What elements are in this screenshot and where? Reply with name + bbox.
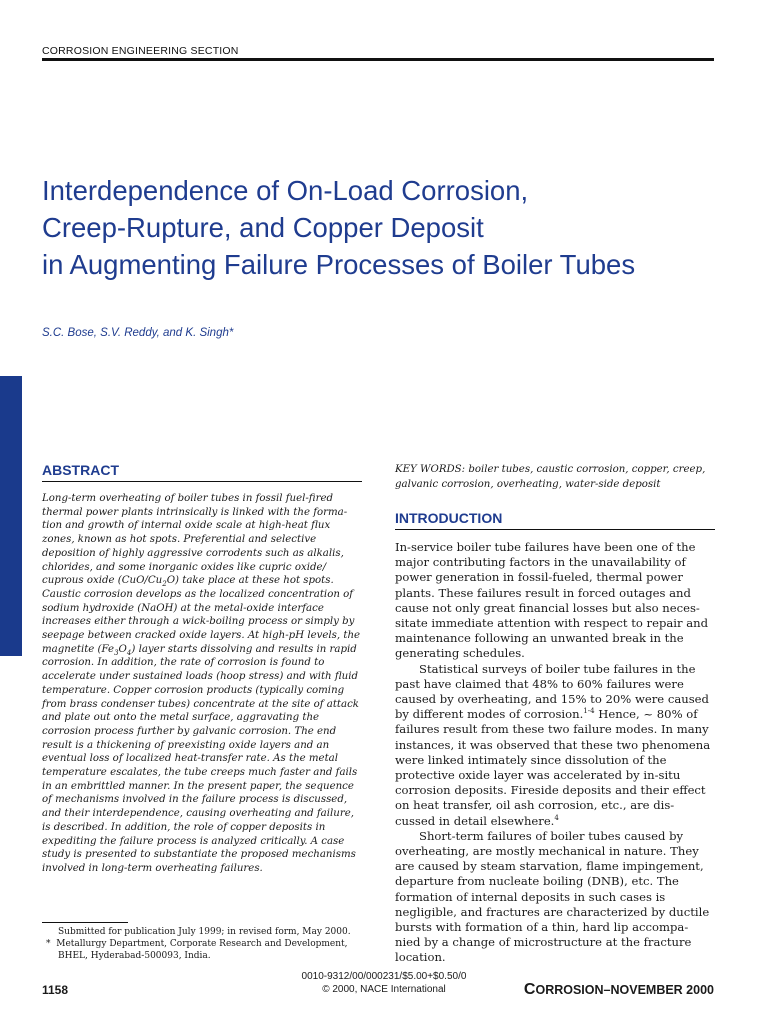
abstract-line: from brass condenser tubes) concentrate at the site of attack: [42, 698, 359, 710]
footer-copyright: © 2000, NACE International: [322, 984, 446, 995]
abstract-line: study is presented to substantiate the proposed mechanisms: [42, 849, 356, 861]
intro-line: were linked intimately since dissolution of the: [395, 752, 667, 767]
intro-line: overheating, are mostly mechanical in nature. They: [395, 844, 699, 859]
introduction-body: [395, 540, 715, 966]
intro-line: maintenance following an unwanted break in the: [395, 631, 684, 646]
intro-line: generating schedules.: [395, 646, 525, 661]
intro-line: by different modes of corrosion.$^{1-4}$ Hence, ~ 80% of: [395, 707, 698, 722]
intro-line: on heat transfer, oil ash corrosion, etc., are dis-: [395, 798, 675, 813]
abstract-line: thermal power plants intrinsically is linked with the forma-: [42, 506, 348, 518]
intro-line: corrosion deposits. Fireside deposits and their effect: [395, 783, 706, 798]
intro-line: past have claimed that 48% to 60% failures were: [395, 676, 684, 691]
page-number: 1158: [42, 983, 69, 997]
journal-rest: ORROSION–NOVEMBER 2000: [535, 983, 714, 997]
introduction-heading: INTRODUCTION: [395, 510, 715, 530]
abstract-line: involved in long-term overheating failures.: [42, 862, 263, 874]
section-label: CORROSION ENGINEERING SECTION: [42, 45, 239, 57]
abstract-line: seepage between cracked oxide layers. At high-pH levels, the: [42, 630, 361, 642]
footnote-rule: [42, 922, 128, 923]
journal-footer: [524, 981, 714, 999]
footer-center: [250, 970, 518, 996]
abstract-line: eventual loss of localized heat-transfer rate. As the metal: [42, 753, 339, 765]
abstract-line: expediting the failure process is analyzed critically. A case: [42, 835, 345, 847]
intro-line: caused by overheating, and 15% to 20% were caused: [395, 692, 709, 707]
left-column: [42, 462, 362, 876]
footnote-affiliation: * Metallurgy Department, Corporate Research and Development,: [46, 939, 348, 949]
abstract-line: increases either through a wick-boiling process or simply by: [42, 616, 355, 628]
intro-line: failures result from these two failure modes. In many: [395, 722, 709, 737]
abstract-line: of mechanisms involved in the failure process is discussed,: [42, 794, 348, 806]
top-rule: [42, 58, 714, 61]
intro-line: Short-term failures of boiler tubes caused by: [419, 828, 684, 843]
authors: S.C. Bose, S.V. Reddy, and K. Singh*: [42, 327, 234, 339]
abstract-line: corrosion. In addition, the rate of corrosion is found to: [42, 657, 325, 669]
intro-line: negligible, and fractures are characterized by ductile: [395, 904, 710, 919]
keywords-line: galvanic corrosion, overheating, water-side deposit: [395, 479, 661, 490]
abstract-line: and plate out onto the metal surface, aggravating the: [42, 712, 320, 724]
keywords: [395, 462, 715, 492]
intro-line: sitate immediate attention with respect to repair and: [395, 616, 709, 631]
abstract-line: result is a thickening of preexisting oxide layers and an: [42, 739, 330, 751]
abstract-line: Long-term overheating of boiler tubes in fossil fuel-fired: [42, 493, 334, 504]
intro-line: cussed in detail elsewhere.$^4$: [395, 813, 559, 828]
intro-line: formation of internal deposits in such cases is: [395, 889, 666, 904]
abstract-line: sodium hydroxide (NaOH) at the metal-oxide interface: [42, 602, 324, 614]
intro-line: major contributing factors in the unavailability of: [395, 555, 686, 570]
footer-code: 0010-9312/00/000231/$5.00+$0.50/0: [301, 971, 467, 982]
intro-line: cause not only great financial losses but also neces-: [395, 600, 700, 615]
abstract-line: tion and growth of internal oxide scale at high-heat flux: [42, 520, 331, 532]
keywords-line: KEY WORDS: boiler tubes, caustic corrosion, copper, creep,: [395, 464, 706, 475]
intro-line: In-service boiler tube failures have been one of the: [395, 540, 696, 554]
abstract-line: temperature. Copper corrosion products (typically coming: [42, 684, 345, 696]
intro-line: location.: [395, 950, 446, 965]
abstract-body: [42, 492, 362, 876]
abstract-line: in an embrittled manner. In the present paper, the sequence: [42, 780, 354, 792]
footnote-affiliation-line: BHEL, Hyderabad-500093, India.: [58, 951, 211, 961]
right-column: [395, 462, 715, 966]
abstract-line: zones, known as hot spots. Preferential and selective: [42, 534, 317, 546]
abstract-line: Caustic corrosion develops as the localized concentration of: [42, 588, 354, 600]
article-title: [42, 172, 732, 283]
abstract-line: cuprous oxide $(CuO/Cu_2O)$ take place at these hot spots.: [42, 575, 334, 589]
intro-line: nied by a change of microstructure at the fracture: [395, 935, 692, 950]
footnote-submitted: Submitted for publication July 1999; in revised form, May 2000.: [58, 927, 351, 937]
abstract-line: is described. In addition, the role of copper deposits in: [42, 821, 326, 833]
side-accent-bar: [0, 376, 22, 656]
intro-line: plants. These failures result in forced outages and: [395, 585, 691, 600]
intro-line: instances, it was observed that these two phenomena: [395, 737, 711, 752]
intro-line: power generation in fossil-fueled, thermal power: [395, 570, 683, 585]
footnotes: [46, 926, 376, 962]
abstract-heading: ABSTRACT: [42, 462, 362, 482]
abstract-line: chlorides, and some inorganic oxides like cupric oxide/: [42, 561, 326, 573]
footnote-star: *: [46, 939, 51, 949]
title-line: Interdependence of On-Load Corrosion,: [42, 175, 529, 206]
abstract-line: magnetite $(Fe_3O_4)$ layer starts dissolving and results in rapid: [42, 643, 357, 657]
abstract-line: corrosion process further by galvanic corrosion. The end: [42, 725, 337, 737]
intro-line: Statistical surveys of boiler tube failures in the: [419, 661, 696, 676]
abstract-line: temperature escalates, the tube creeps much faster and fails: [42, 767, 358, 779]
intro-line: departure from nucleate boiling (DNB), etc. The: [395, 874, 679, 889]
title-line: Creep-Rupture, and Copper Deposit: [42, 212, 484, 243]
abstract-line: accelerate under sustained loads (hoop stress) and with fluid: [42, 671, 358, 683]
intro-line: are caused by steam starvation, flame impingement,: [395, 859, 704, 874]
journal-initial: C: [523, 981, 536, 998]
title-line: in Augmenting Failure Processes of Boiler Tubes: [42, 249, 636, 280]
abstract-line: and their interdependence, causing overheating and failure,: [42, 808, 354, 820]
abstract-line: deposition of highly aggressive corrodents such as alkalis,: [42, 547, 344, 559]
intro-line: protective oxide layer was accelerated by in-situ: [395, 768, 681, 783]
intro-line: bursts with formation of a thin, hard lip accompa-: [395, 920, 689, 935]
